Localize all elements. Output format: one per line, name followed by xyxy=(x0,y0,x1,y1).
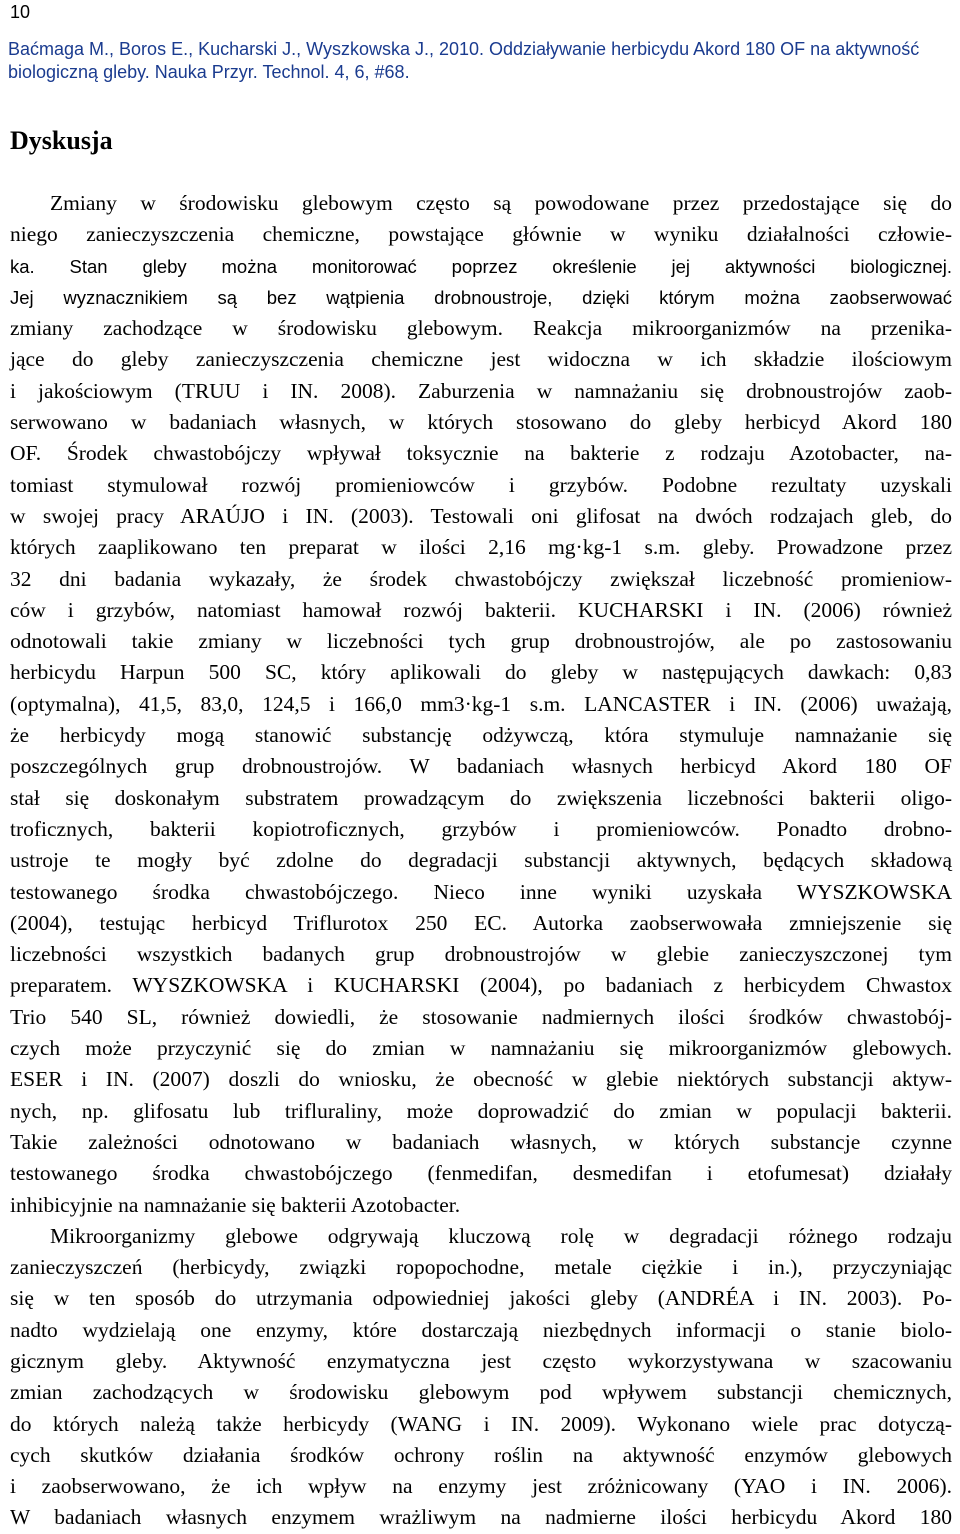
text-line: się w ten sposób do utrzymania odpowiedniej jakości gleby (ANDRÉA i IN. 2003). Po- xyxy=(10,1286,952,1311)
text-line: do których należą także herbicydy (WANG i IN. 2009). Wykonano wiele prac dotyczą- xyxy=(10,1411,952,1436)
text-line: (2004), testując herbicyd Triflurotox 250 EC. Autorka zaobserwowała zmniejszenie się xyxy=(10,910,952,935)
text-line: ka. Stan gleby można monitorować poprzez określenie jej aktywności biologicznej. xyxy=(10,255,952,277)
text-line: troficznych, bakterii kopiotroficznych, grzybów i promieniowców. Ponadto drobno- xyxy=(10,816,952,841)
text-line: że herbicydy mogą stanowić substancję odżywczą, która stymuluje namnażanie się xyxy=(10,723,952,748)
text-line: czych może przyczynić się do zmian w namnażaniu się mikroorganizmów glebowych. xyxy=(10,1036,952,1061)
text-line: inhibicyjnie na namnażanie się bakterii Azotobacter. xyxy=(10,1192,461,1217)
text-line: odnotowali takie zmiany w liczebności tych grup drobnoustrojów, ale po zastosowaniu xyxy=(10,629,952,654)
text-line: testowanego środka chwastobójczego (fenmedifan, desmedifan i etofumesat) działały xyxy=(10,1161,952,1186)
text-line: i jakościowym (TRUU i IN. 2008). Zaburzenia w namnażaniu się drobnoustrojów zaob- xyxy=(10,378,952,403)
text-line: 32 dni badania wykazały, że środek chwastobójczy zwiększał liczebność promieniow- xyxy=(10,566,952,591)
text-line: Trio 540 SL, również dowiedli, że stosowanie nadmiernych ilości środków chwastobój- xyxy=(10,1004,952,1029)
text-line: zanieczyszczeń (herbicydy, związki ropopochodne, metale ciężkie i in.), przyczyniając xyxy=(10,1255,952,1280)
text-line: herbicydu Harpun 500 SC, który aplikowali do gleby w następujących dawkach: 0,83 xyxy=(10,660,952,685)
page-number: 10 xyxy=(10,2,31,22)
text-line: stał się doskonałym substratem prowadzącym do zwiększenia liczebności bakterii oligo- xyxy=(10,785,952,810)
discussion-body xyxy=(10,188,952,1534)
text-line: Takie zależności odnotowano w badaniach własnych, w których substancje czynne xyxy=(10,1129,952,1154)
text-line: nadto wydzielają one enzymy, które dostarczają niezbędnych informacji o stanie biolo- xyxy=(10,1317,952,1342)
text-line: i zaobserwowano, że ich wpływ na enzymy jest zróżnicowany (YAO i IN. 2006). xyxy=(10,1474,952,1499)
text-line: w swojej pracy ARAÚJO i IN. (2003). Testowali oni glifosat na dwóch rodzajach gleb, do xyxy=(10,503,952,528)
text-line: jące do gleby zanieczyszczenia chemiczne jest widoczna w ich składzie ilościowym xyxy=(10,347,952,372)
text-line: zmian zachodzących w środowisku glebowym pod wpływem substancji chemicznych, xyxy=(10,1380,952,1405)
text-line: W badaniach własnych enzymem wrażliwym na nadmierne ilości herbicydu Akord 180 xyxy=(10,1505,952,1530)
text-line: OF. Środek chwastobójczy wpływał toksycznie na bakterie z rodzaju Azotobacter, na- xyxy=(10,441,952,466)
text-line: Jej wyznacznikiem są bez wątpienia drobnoustroje, dzięki którym można zaobserwować xyxy=(10,286,952,308)
text-line: ustroje te mogły być zdolne do degradacji substancji aktywnych, będących składową xyxy=(10,848,952,873)
text-line: poszczególnych grup drobnoustrojów. W badaniach własnych herbicyd Akord 180 OF xyxy=(10,754,952,779)
text-line: serwowano w badaniach własnych, w których stosowano do gleby herbicyd Akord 180 xyxy=(10,410,952,435)
text-line: cych skutków działania środków ochrony roślin na aktywność enzymów glebowych xyxy=(10,1442,952,1467)
text-line: których zaaplikowano ten preparat w ilości 2,16 mg·kg-1 s.m. gleby. Prowadzone przez xyxy=(10,535,952,560)
text-line: zmiany zachodzące w środowisku glebowym. Reakcja mikroorganizmów na przenika- xyxy=(10,316,952,341)
text-line: Zmiany w środowisku glebowym często są powodowane przez przedostające się do xyxy=(50,191,952,215)
citation-header[interactable]: Baćmaga M., Boros E., Kucharski J., Wyszkowska J., 2010. Oddziaływanie herbicydu Akord 180 OF na aktywność biologiczną gleby. Nauka Przyr. Technol. 4, 6, #68. xyxy=(8,39,920,82)
section-heading: Dyskusja xyxy=(10,126,113,155)
text-line: nych, np. glifosatu lub trifluraliny, może doprowadzić do zmian w populacji bakterii. xyxy=(10,1098,952,1123)
text-line: Mikroorganizmy glebowe odgrywają kluczową rolę w degradacji różnego rodzaju xyxy=(50,1223,952,1248)
text-line: testowanego środka chwastobójczego. Nieco inne wyniki uzyskała WYSZKOWSKA xyxy=(10,879,952,904)
text-line: ESER i IN. (2007) doszli do wniosku, że obecność w glebie niektórych substancji aktyw- xyxy=(10,1067,952,1092)
text-line: gicznym gleby. Aktywność enzymatyczna jest często wykorzystywana w szacowaniu xyxy=(10,1348,952,1373)
text-line: (optymalna), 41,5, 83,0, 124,5 i 166,0 mm3·kg-1 s.m. LANCASTER i IN. (2006) uważają, xyxy=(10,691,952,716)
text-line: niego zanieczyszczenia chemiczne, powstające głównie w wyniku działalności człowie- xyxy=(10,222,952,247)
text-line: liczebności wszystkich badanych grup drobnoustrojów w glebie zanieczyszczonej tym xyxy=(10,942,952,967)
text-line: preparatem. WYSZKOWSKA i KUCHARSKI (2004), po badaniach z herbicydem Chwastox xyxy=(10,973,952,998)
text-line: tomiast stymulował rozwój promieniowców i grzybów. Podobne rezultaty uzyskali xyxy=(10,472,952,497)
text-line: ców i grzybów, natomiast hamował rozwój bakterii. KUCHARSKI i IN. (2006) również xyxy=(10,597,952,622)
